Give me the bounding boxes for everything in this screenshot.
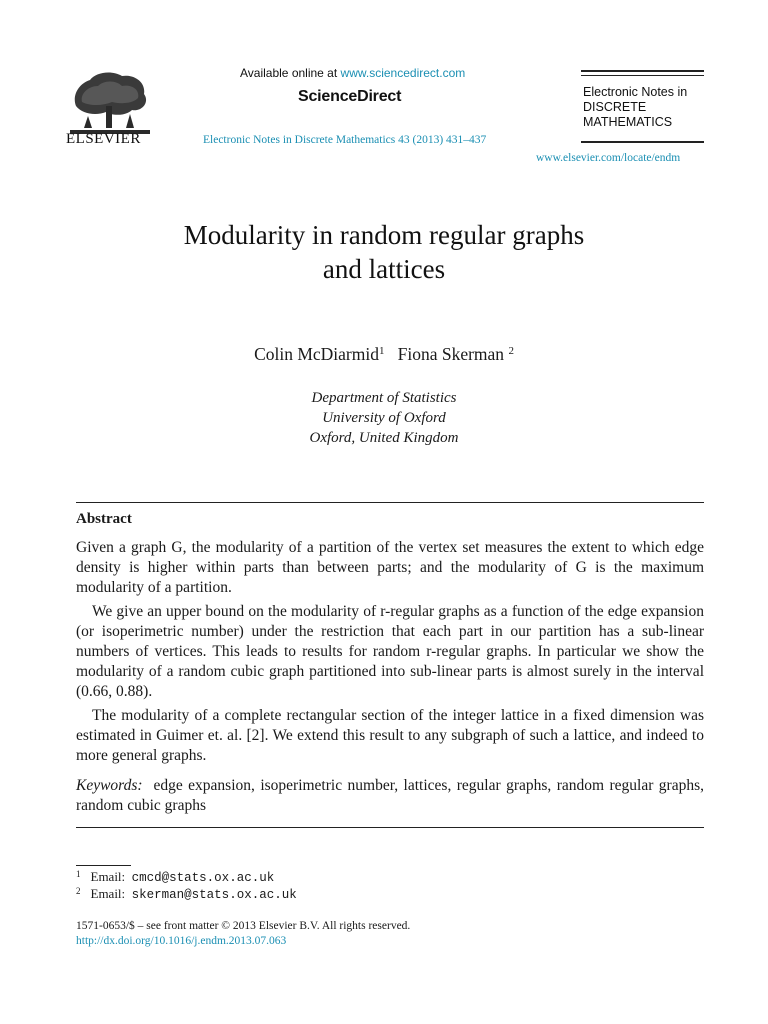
keywords-label: Keywords: xyxy=(76,777,143,794)
abstract-heading: Abstract xyxy=(76,511,132,527)
author-list xyxy=(0,344,768,365)
endm-bottom-rule xyxy=(581,141,704,143)
journal-url-link[interactable]: www.elsevier.com/locate/endm xyxy=(536,152,681,164)
abstract-bottom-rule xyxy=(76,827,704,828)
footnote-number: 1 xyxy=(76,869,81,879)
copyright-line: 1571-0653/$ – see front matter © 2013 Elsevier B.V. All rights reserved. xyxy=(76,920,411,932)
available-prefix: Available online at xyxy=(240,66,341,80)
paper-title xyxy=(0,218,768,286)
abstract-paragraph: Given a graph G, the modularity of a partition of the vertex set measures the extent to which edge density is higher within parts than between parts; and the modularity of G is the maximum modularity of a partition. xyxy=(76,539,704,596)
footnote-number: 2 xyxy=(76,886,81,896)
keywords xyxy=(76,776,704,816)
affiliation-line: Oxford, United Kingdom xyxy=(309,430,459,446)
endm-line-3: MATHEMATICS xyxy=(583,115,673,129)
author-name: Colin McDiarmid xyxy=(254,344,379,364)
footnote-mark: 2 xyxy=(508,345,514,357)
journal-reference: Electronic Notes in Discrete Mathematics 43 (2013) 431–437 xyxy=(203,134,487,146)
endm-top-rule-thick xyxy=(581,70,704,72)
abstract-top-rule xyxy=(76,502,704,503)
author-name: Fiona Skerman xyxy=(397,344,505,364)
keywords-list: edge expansion, isoperimetric number, lattices, regular graphs, random regular graphs, random cubic graphs xyxy=(76,777,705,814)
endm-journal-mark xyxy=(583,85,687,130)
elsevier-tree-logo xyxy=(68,66,152,136)
footnote xyxy=(76,886,297,902)
sciencedirect-link[interactable]: www.sciencedirect.com xyxy=(340,66,466,80)
sciencedirect-logo: ScienceDirect xyxy=(298,88,402,105)
footnote xyxy=(76,869,274,885)
footnote-mark: 1 xyxy=(378,345,385,357)
email-address: cmcd@stats.ox.ac.uk xyxy=(131,871,275,885)
footnote-label: Email: xyxy=(90,869,126,884)
doi-link[interactable]: http://dx.doi.org/10.1016/j.endm.2013.07.063 xyxy=(76,935,287,947)
footnote-rule xyxy=(76,865,131,866)
footnote-label: Email: xyxy=(90,886,126,901)
abstract-paragraph: We give an upper bound on the modularity of r-regular graphs as a function of the edge expansion (or isoperimetric number) under the restriction that each part in our partition has a sub-linear numbers of vertices. This leads to results for random r-regular graphs. In particular we show the modularity of a random cubic graph partitioned into sub-linear parts is almost surely in the interval (0.66, 0.88). xyxy=(76,603,704,700)
abstract-paragraph: The modularity of a complete rectangular section of the integer lattice in a fixed dimension was estimated in Guimer et. al. [2]. We extend this result to any subgraph of such a lattice, and indeed to more general graphs. xyxy=(76,707,704,764)
title-line-2: and lattices xyxy=(322,254,446,284)
title-line-1: Modularity in random regular graphs xyxy=(183,220,585,250)
endm-line-2: DISCRETE xyxy=(583,100,647,114)
endm-top-rule-thin xyxy=(581,75,704,76)
affiliation xyxy=(0,388,768,448)
endm-line-1: Electronic Notes in xyxy=(583,85,688,99)
affiliation-line: Department of Statistics xyxy=(311,390,457,406)
available-online xyxy=(240,66,465,80)
affiliation-line: University of Oxford xyxy=(322,410,446,426)
publisher-name: ELSEVIER xyxy=(66,131,141,147)
email-address: skerman@stats.ox.ac.uk xyxy=(131,888,297,902)
